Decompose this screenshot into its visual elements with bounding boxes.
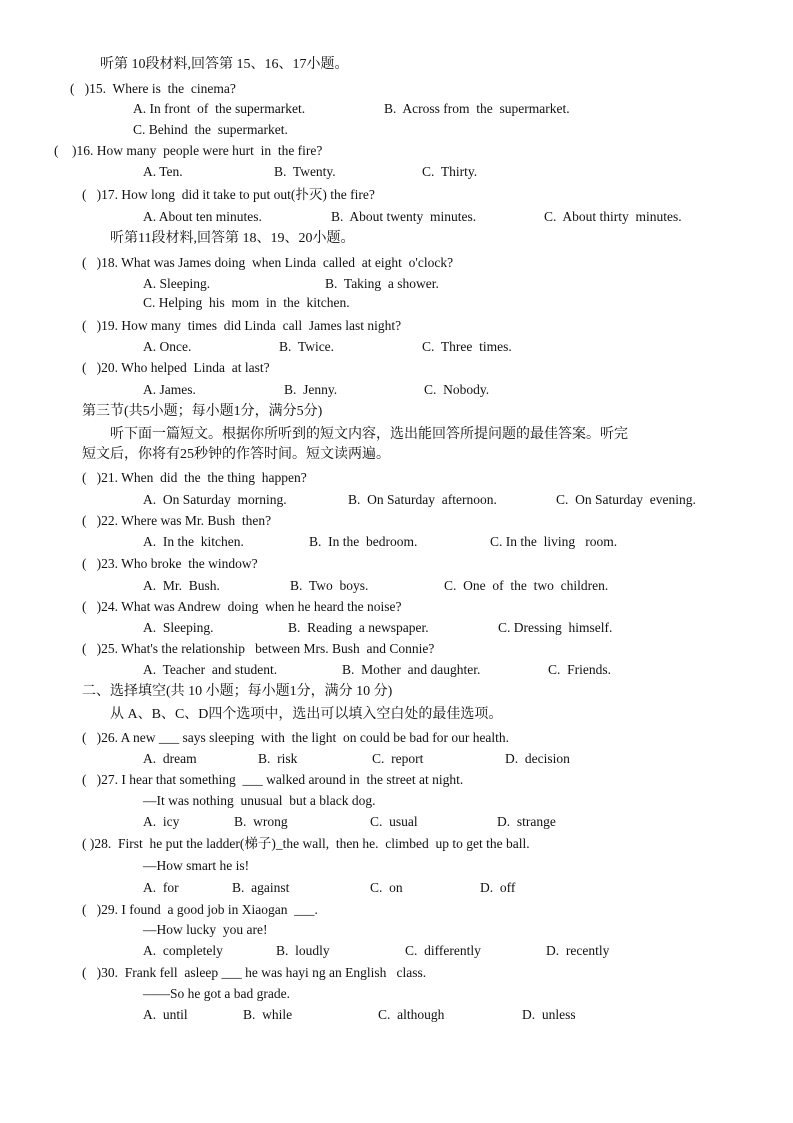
q23-option-c: C. One of the two children. — [444, 578, 609, 593]
q29-option-d: D. recently — [546, 943, 610, 958]
q21-option-b: B. On Saturday afternoon. — [348, 492, 497, 507]
q22-option-b: B. In the bedroom. — [309, 534, 418, 549]
q27-option-d: D. strange — [497, 814, 556, 829]
q21-option-c: C. On Saturday evening. — [556, 492, 696, 507]
q22-option-c: C. In the living room. — [490, 534, 618, 549]
q15-option-a: A. In front of the supermarket. — [133, 101, 306, 116]
q27-option-c: C. usual — [370, 814, 418, 829]
q28-option-b: B. against — [232, 880, 290, 895]
q30-option-a: A. until — [143, 1007, 188, 1022]
q16-option-c: C. Thirty. — [422, 164, 478, 179]
question-20: ( )20. Who helped Linda at last? — [82, 360, 270, 375]
q29-reply: —How lucky you are! — [143, 922, 268, 937]
question-24: ( )24. What was Andrew doing when he heard the noise? — [82, 599, 402, 614]
q30-option-c: C. although — [378, 1007, 445, 1022]
question-21: ( )21. When did the the thing happen? — [82, 470, 307, 485]
material-10-heading: 听第 10段材料,回答第 15、16、17小题。 — [100, 57, 349, 72]
q17-option-b: B. About twenty minutes. — [331, 209, 477, 224]
q24-option-b: B. Reading a newspaper. — [288, 620, 429, 635]
q30-option-d: D. unless — [522, 1007, 576, 1022]
q27-option-a: A. icy — [143, 814, 180, 829]
q29-option-c: C. differently — [405, 943, 481, 958]
q24-option-a: A. Sleeping. — [143, 620, 214, 635]
q22-option-a: A. In the kitchen. — [143, 534, 244, 549]
question-29: ( )29. I found a good job in Xiaogan ___. — [82, 902, 318, 917]
q23-option-b: B. Two boys. — [290, 578, 369, 593]
question-19: ( )19. How many times did Linda call James last night? — [82, 318, 402, 333]
q23-option-a: A. Mr. Bush. — [143, 578, 220, 593]
q26-option-c: C. report — [372, 751, 424, 766]
q24-option-c: C. Dressing himself. — [498, 620, 613, 635]
question-27: ( )27. I hear that something ___ walked around in the street at night. — [82, 772, 464, 787]
q27-reply: —It was nothing unusual but a black dog. — [143, 793, 376, 808]
question-22: ( )22. Where was Mr. Bush then? — [82, 513, 272, 528]
q16-option-a: A. Ten. — [143, 164, 183, 179]
q25-option-a: A. Teacher and student. — [143, 662, 278, 677]
q17-option-a: A. About ten minutes. — [143, 209, 262, 224]
q29-option-a: A. completely — [143, 943, 223, 958]
q27-option-b: B. wrong — [234, 814, 288, 829]
q21-option-a: A. On Saturday morning. — [143, 492, 287, 507]
q18-option-a: A. Sleeping. — [143, 276, 211, 291]
q28-option-c: C. on — [370, 880, 403, 895]
q17-option-c: C. About thirty minutes. — [544, 209, 682, 224]
question-16: ( )16. How many people were hurt in the fire? — [54, 143, 323, 158]
q25-option-c: C. Friends. — [548, 662, 612, 677]
q30-reply: ——So he got a bad grade. — [143, 986, 290, 1001]
q28-option-d: D. off — [480, 880, 516, 895]
question-26: ( )26. A new ___ says sleeping with the light on could be bad for our health. — [82, 730, 510, 745]
q30-option-b: B. while — [243, 1007, 293, 1022]
q16-option-b: B. Twenty. — [274, 164, 336, 179]
part-2-title: 二、选择填空(共 10 小题；每小题1分，满分 10 分) — [82, 684, 393, 699]
section-3-instructions-line2: 短文后，你将有25秒钟的作答时间。短文读两遍。 — [82, 447, 390, 462]
material-11-heading: 听第11段材料,回答第 18、19、20小题。 — [110, 231, 355, 246]
question-25: ( )25. What's the relationship between Mrs. Bush and Connie? — [82, 641, 435, 656]
q28-reply: —How smart he is! — [143, 858, 250, 873]
q19-option-a: A. Once. — [143, 339, 192, 354]
q18-option-b: B. Taking a shower. — [325, 276, 439, 291]
question-23: ( )23. Who broke the window? — [82, 556, 258, 571]
q25-option-b: B. Mother and daughter. — [342, 662, 481, 677]
q20-option-a: A. James. — [143, 382, 196, 397]
question-15: ( )15. Where is the cinema? — [70, 81, 236, 96]
q15-option-b: B. Across from the supermarket. — [384, 101, 570, 116]
q20-option-b: B. Jenny. — [284, 382, 338, 397]
q19-option-b: B. Twice. — [279, 339, 335, 354]
q26-option-d: D. decision — [505, 751, 570, 766]
q28-option-a: A. for — [143, 880, 179, 895]
part-2-instructions: 从 A、B、C、D四个选项中，选出可以填入空白处的最佳选项。 — [110, 707, 503, 722]
q18-option-c: C. Helping his mom in the kitchen. — [143, 295, 350, 310]
section-3-title: 第三节(共5小题；每小题1分，满分5分) — [82, 404, 323, 419]
q29-option-b: B. loudly — [276, 943, 330, 958]
q26-option-a: A. dream — [143, 751, 197, 766]
section-3-instructions-line1: 听下面一篇短文。根据你所听到的短文内容，选出能回答所提问题的最佳答案。听完 — [110, 427, 628, 442]
question-30: ( )30. Frank fell asleep ___ he was hayi ng an English class. — [82, 965, 427, 980]
question-18: ( )18. What was James doing when Linda called at eight o'clock? — [82, 255, 454, 270]
question-17: ( )17. How long did it take to put out(扑灭) the fire? — [82, 187, 375, 202]
question-28: ( )28. First he put the ladder(梯子)_the wall, then he. climbed up to get the ball. — [82, 836, 530, 851]
q19-option-c: C. Three times. — [422, 339, 512, 354]
q15-option-c: C. Behind the supermarket. — [133, 122, 288, 137]
q26-option-b: B. risk — [258, 751, 298, 766]
q20-option-c: C. Nobody. — [424, 382, 490, 397]
